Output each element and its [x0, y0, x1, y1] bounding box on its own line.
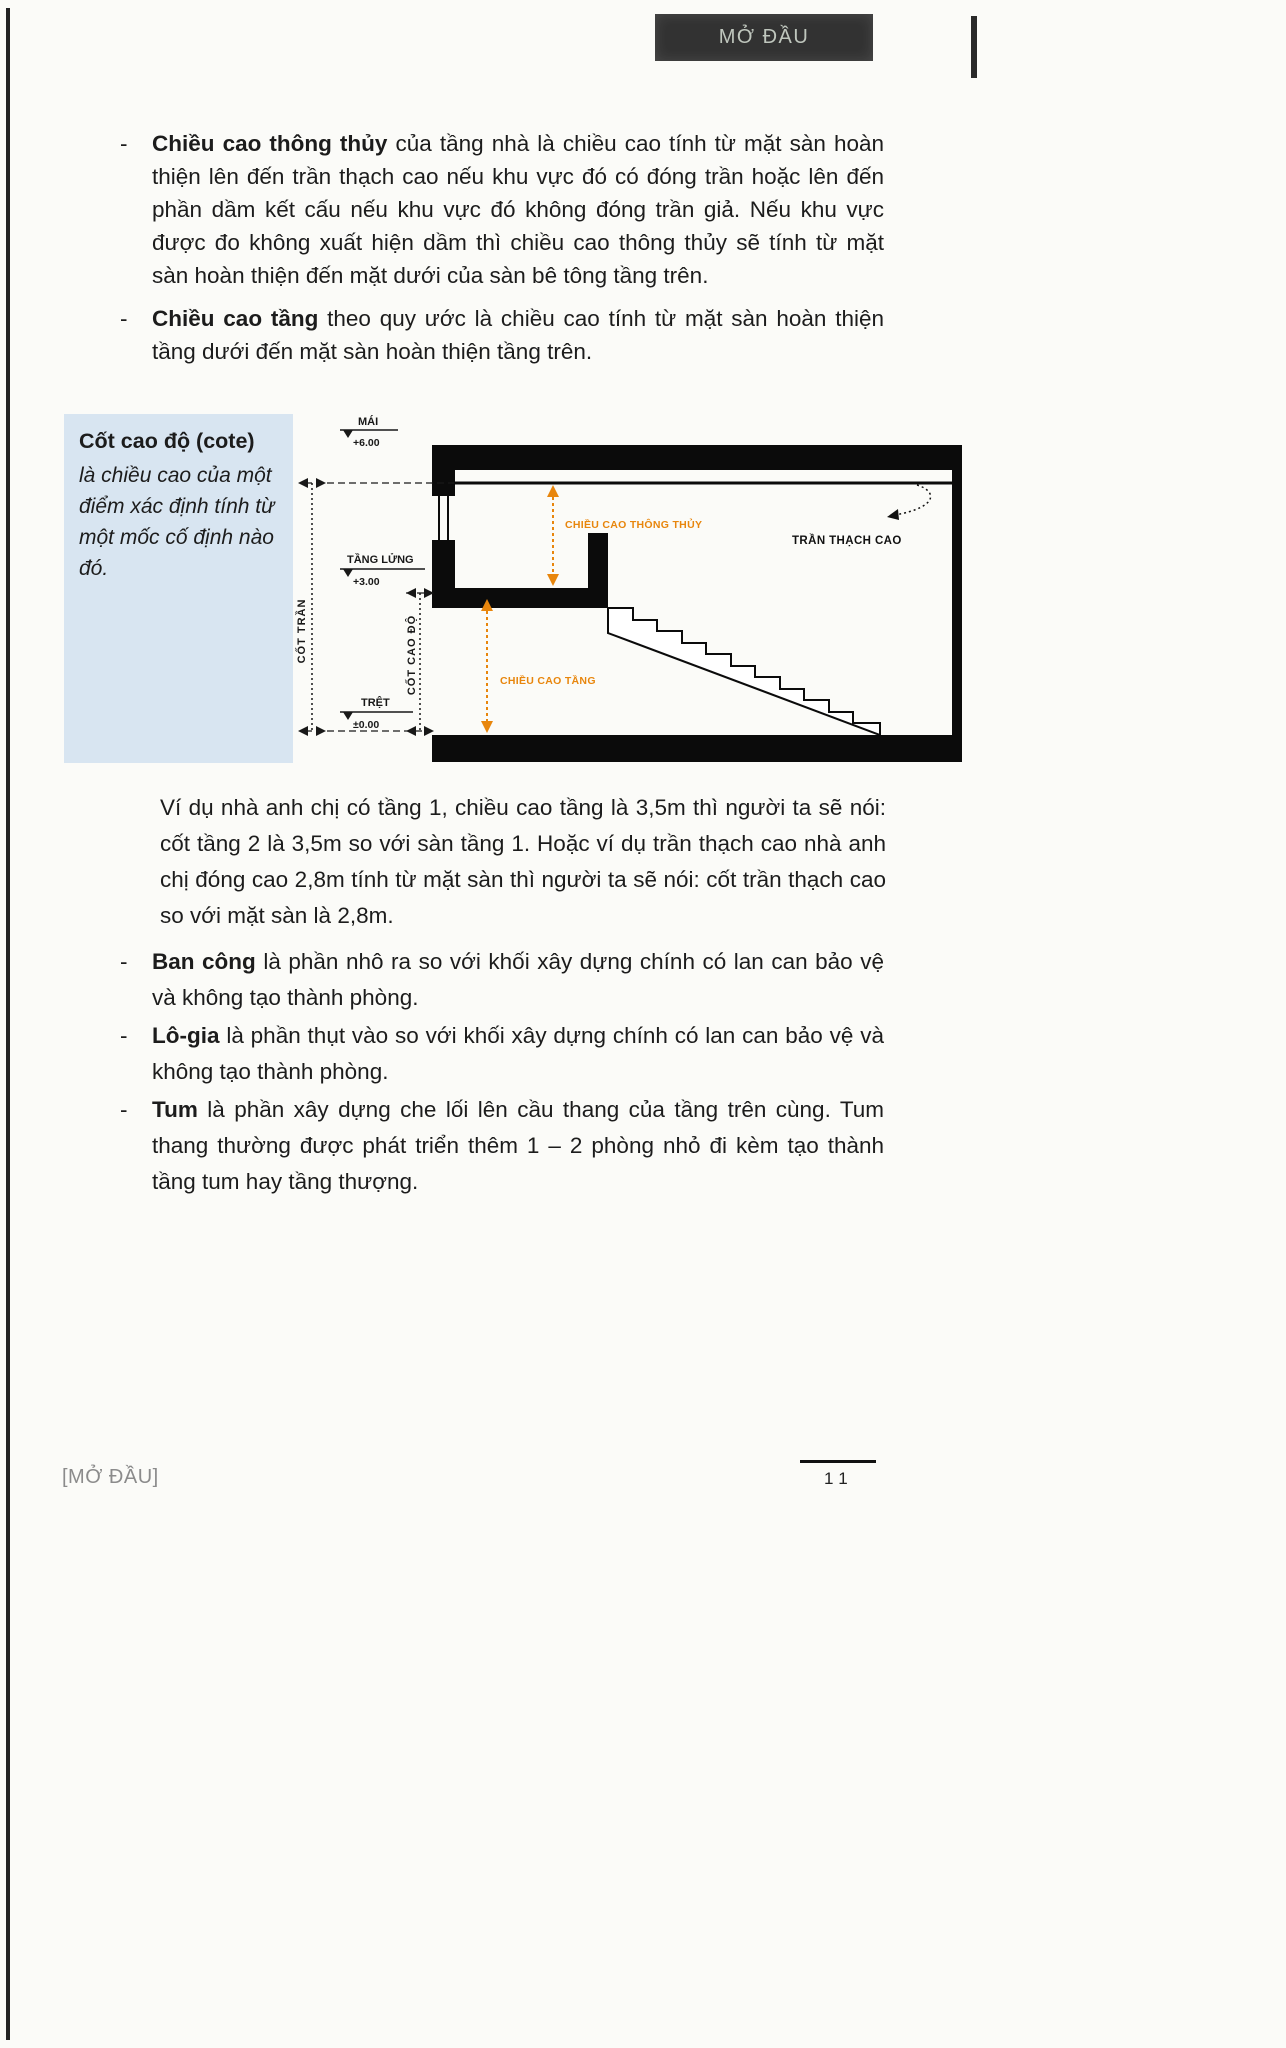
arrow-icon [316, 478, 326, 488]
term-definition: của tầng nhà là chiều cao tính từ mặt sàn hoàn thiện lên đến trần thạch cao nếu khu vực đó có đóng trần hoặc lên đến phần dầm kết cấu nếu khu vực đó không đóng trần giả. Nếu khu vực được đo không xuất hiện dầm thì chiều cao thông thủy sẽ tính từ mặt sàn hoàn thiện đến mặt dưới của sàn bê tông tầng trên. [152, 131, 884, 288]
arrow-up-icon [547, 485, 559, 497]
bullet-marker: - [120, 1023, 128, 1048]
left-wall-lower [432, 540, 455, 588]
arrow-icon [316, 726, 326, 736]
leader-curve [895, 485, 931, 515]
bullet-chieu-cao-tang [118, 302, 884, 368]
right-wall [952, 470, 962, 735]
bullet-marker: - [120, 306, 128, 331]
arrow-icon [424, 726, 434, 736]
level-value: ±0.00 [353, 719, 380, 731]
term-bold: Ban công [152, 949, 256, 974]
bullet-marker: - [120, 131, 128, 156]
bullet-content [152, 1018, 884, 1090]
term-bold: Chiều cao tầng [152, 306, 319, 331]
term-bold: Tum [152, 1097, 198, 1122]
callout-title: Cốt cao độ (cote) [79, 429, 255, 453]
dimension-label: CỐT TRẦN [296, 598, 308, 664]
bullet-chieu-cao-thong-thuy [118, 127, 884, 292]
arrow-icon [298, 478, 308, 488]
arrow-down-icon [547, 574, 559, 586]
arrow-down-icon [481, 721, 493, 733]
mezzanine-wall-stub [588, 533, 608, 588]
page-edge-mark [971, 16, 977, 78]
arrow-icon [298, 726, 308, 736]
dimension-label: CỐT CAO ĐỘ [406, 614, 418, 696]
elevation-flag-icon [343, 430, 353, 438]
mezzanine-slab [432, 588, 608, 608]
chapter-header-badge [655, 14, 873, 61]
term-definition: là phần nhô ra so với khối xây dựng chính có lan can bảo vệ và không tạo thành phòng. [152, 949, 884, 1010]
roof-slab [432, 445, 962, 470]
bullet-lo-gia [118, 1018, 884, 1090]
ground-slab [432, 735, 962, 762]
term-definition: là phần thụt vào so với khối xây dựng chính có lan can bảo vệ và không tạo thành phòng. [152, 1023, 884, 1084]
callout-body: là chiều cao của một điểm xác định tính từ một mốc cố định nào đó. [79, 464, 275, 580]
chapter-header-label: MỞ ĐẦU [718, 26, 810, 48]
staircase [608, 608, 880, 735]
dimension-label: CHIỀU CAO TẦNG [500, 675, 596, 687]
bullet-content [152, 1092, 884, 1200]
building-section-outline [432, 445, 962, 762]
level-name: TẦNG LỬNG [347, 554, 414, 566]
bullet-content [152, 302, 884, 368]
bullet-content [152, 127, 884, 292]
term-bold: Chiều cao thông thủy [152, 131, 388, 156]
example-paragraph: Ví dụ nhà anh chị có tầng 1, chiều cao tầng là 3,5m thì người ta sẽ nói: cốt tầng 2 là 3,5m so với sàn tầng 1. Hoặc ví dụ trần thạch cao nhà anh chị đóng cao 2,8m tính từ mặt sàn thì người ta sẽ nói: cốt trần thạch cao so với mặt sàn là 2,8m. [160, 795, 886, 928]
dimension-chieu-cao-thong-thuy [547, 485, 702, 586]
bullet-tum [118, 1092, 884, 1200]
ceiling-label: TRẦN THẠCH CAO [792, 535, 902, 547]
book-spine-line [6, 8, 10, 2040]
term-bold: Lô-gia [152, 1023, 220, 1048]
dimension-label: CHIỀU CAO THÔNG THỦY [565, 519, 703, 531]
level-name: TRỆT [361, 697, 390, 709]
arrow-icon [406, 588, 416, 598]
level-name: MÁI [358, 416, 379, 428]
arrow-icon [406, 726, 416, 736]
footer-chapter-label: [MỞ ĐẦU] [62, 1466, 159, 1488]
term-definition: theo quy ước là chiều cao tính từ mặt sàn hoàn thiện tầng dưới đến mặt sàn hoàn thiện tầng trên. [152, 306, 884, 364]
bullet-marker: - [120, 1097, 128, 1122]
building-section-diagram [295, 403, 975, 775]
bullet-marker: - [120, 949, 128, 974]
page-number-rule [800, 1460, 876, 1463]
leader-arrow-icon [887, 509, 899, 520]
elevation-flag-icon [343, 712, 353, 720]
ceiling-callout [792, 485, 931, 547]
elevation-marker-tret [340, 696, 413, 731]
elevation-marker-mai [340, 415, 398, 449]
bullet-ban-cong [118, 944, 884, 1016]
bullet-content [152, 944, 884, 1016]
level-value: +6.00 [353, 437, 380, 449]
dimension-chieu-cao-tang [481, 599, 596, 733]
page-number: 11 [824, 1469, 854, 1488]
dimension-cot-cao-do [404, 588, 434, 736]
elevation-marker-tang-lung [340, 553, 425, 588]
dimension-cot-tran [295, 478, 326, 736]
level-value: +3.00 [353, 576, 380, 588]
elevation-flag-icon [343, 569, 353, 577]
term-definition: là phần xây dựng che lối lên cầu thang của tầng trên cùng. Tum thang thường được phát triển thêm 1 – 2 phòng nhỏ đi kèm tạo thành tầng tum hay tầng thượng. [152, 1097, 884, 1194]
definition-callout [64, 414, 293, 763]
